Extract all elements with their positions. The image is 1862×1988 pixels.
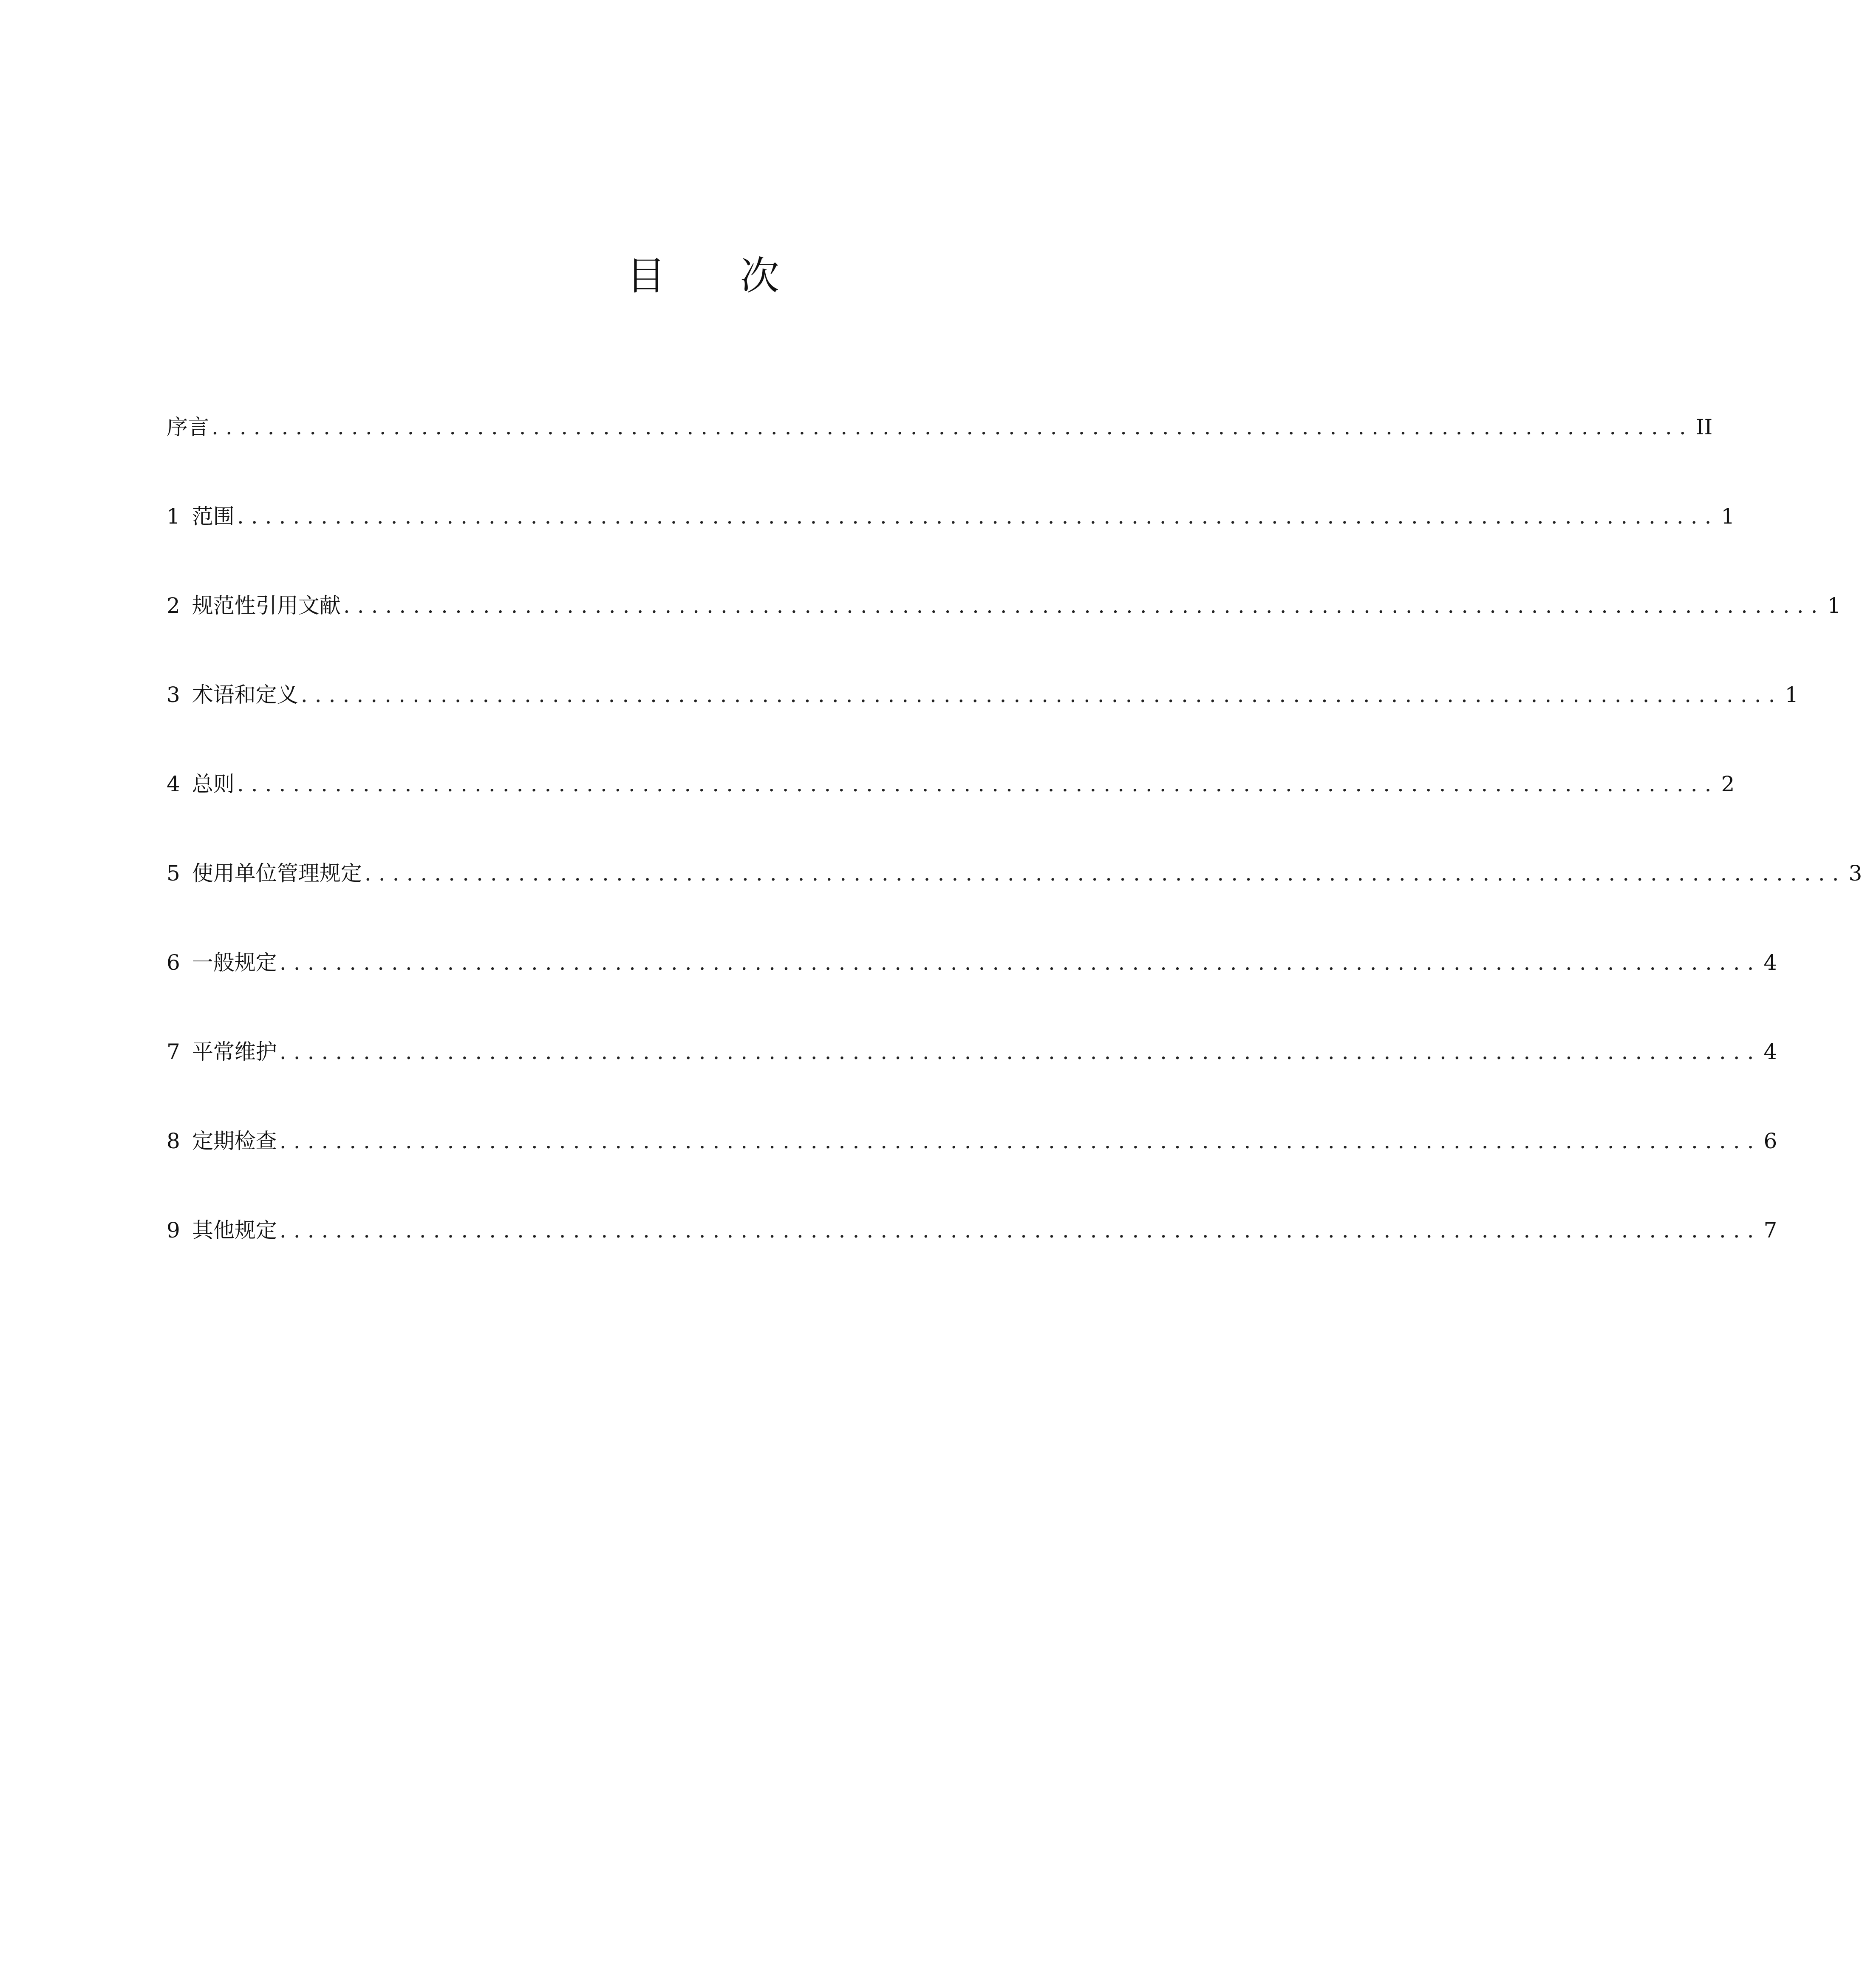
toc-entry-6[interactable] bbox=[167, 943, 1777, 1033]
toc-entry-label: 术语和定义 bbox=[192, 682, 298, 707]
toc-entry-9[interactable] bbox=[167, 1211, 1777, 1300]
toc-entry-number: 7 bbox=[167, 1039, 180, 1064]
toc-entry-page: 4 bbox=[1763, 1039, 1777, 1064]
dot-leader: .......................................................................................................... bbox=[300, 682, 1783, 707]
toc-entry-page: 1 bbox=[1827, 593, 1841, 618]
toc-entry-3[interactable] bbox=[167, 676, 1799, 765]
toc-entry-page: 1 bbox=[1785, 682, 1799, 707]
toc-entry-page: 3 bbox=[1848, 861, 1862, 886]
dot-leader: .......................................................................................................... bbox=[237, 772, 1719, 796]
toc-entry-number: 2 bbox=[167, 593, 180, 618]
toc-entry-4[interactable] bbox=[167, 765, 1735, 854]
dot-leader: .......................................................................................................... bbox=[279, 950, 1761, 975]
dot-leader: .......................................................................................................... bbox=[212, 415, 1693, 439]
toc-entry-1[interactable] bbox=[167, 497, 1735, 586]
dot-leader: .......................................................................................................... bbox=[279, 1218, 1761, 1243]
dot-leader: .......................................................................................................... bbox=[343, 593, 1825, 618]
toc-entry-number: 3 bbox=[167, 682, 180, 707]
dot-leader: .......................................................................................................... bbox=[279, 1129, 1761, 1153]
toc-entry-page: 2 bbox=[1721, 772, 1735, 796]
toc-entry-8[interactable] bbox=[167, 1122, 1777, 1211]
toc-entry-label: 序言 bbox=[167, 415, 209, 439]
toc-entry-7[interactable] bbox=[167, 1033, 1777, 1122]
toc-entry-5[interactable] bbox=[167, 854, 1862, 943]
page-title: 目 次 bbox=[626, 253, 779, 299]
toc-entry-label: 规范性引用文献 bbox=[192, 593, 341, 618]
toc-entry-label: 平常维护 bbox=[192, 1039, 277, 1064]
table-of-contents bbox=[167, 408, 1862, 1300]
toc-entry-page: 4 bbox=[1763, 950, 1777, 975]
toc-entry-number: 9 bbox=[167, 1218, 180, 1243]
toc-entry-page: II bbox=[1695, 415, 1713, 439]
toc-entry-number: 4 bbox=[167, 772, 180, 796]
toc-entry-2[interactable] bbox=[167, 586, 1841, 676]
dot-leader: .......................................................................................................... bbox=[237, 504, 1719, 529]
toc-entry-number: 8 bbox=[167, 1129, 180, 1153]
toc-entry-page: 7 bbox=[1763, 1218, 1777, 1243]
toc-entry-label: 其他规定 bbox=[192, 1218, 277, 1243]
toc-entry-number: 6 bbox=[167, 950, 180, 975]
toc-entry-page: 1 bbox=[1721, 504, 1735, 529]
toc-entry-preface[interactable] bbox=[167, 408, 1713, 497]
toc-entry-label: 定期检查 bbox=[192, 1129, 277, 1153]
toc-entry-label: 一般规定 bbox=[192, 950, 277, 975]
dot-leader: .......................................................................................................... bbox=[364, 861, 1846, 886]
toc-entry-number: 5 bbox=[167, 861, 180, 886]
dot-leader: .......................................................................................................... bbox=[279, 1039, 1761, 1064]
toc-entry-page: 6 bbox=[1763, 1129, 1777, 1153]
toc-entry-number: 1 bbox=[167, 504, 180, 529]
toc-entry-label: 范围 bbox=[192, 504, 235, 529]
toc-entry-label: 总则 bbox=[192, 772, 235, 796]
toc-entry-label: 使用单位管理规定 bbox=[192, 861, 362, 886]
